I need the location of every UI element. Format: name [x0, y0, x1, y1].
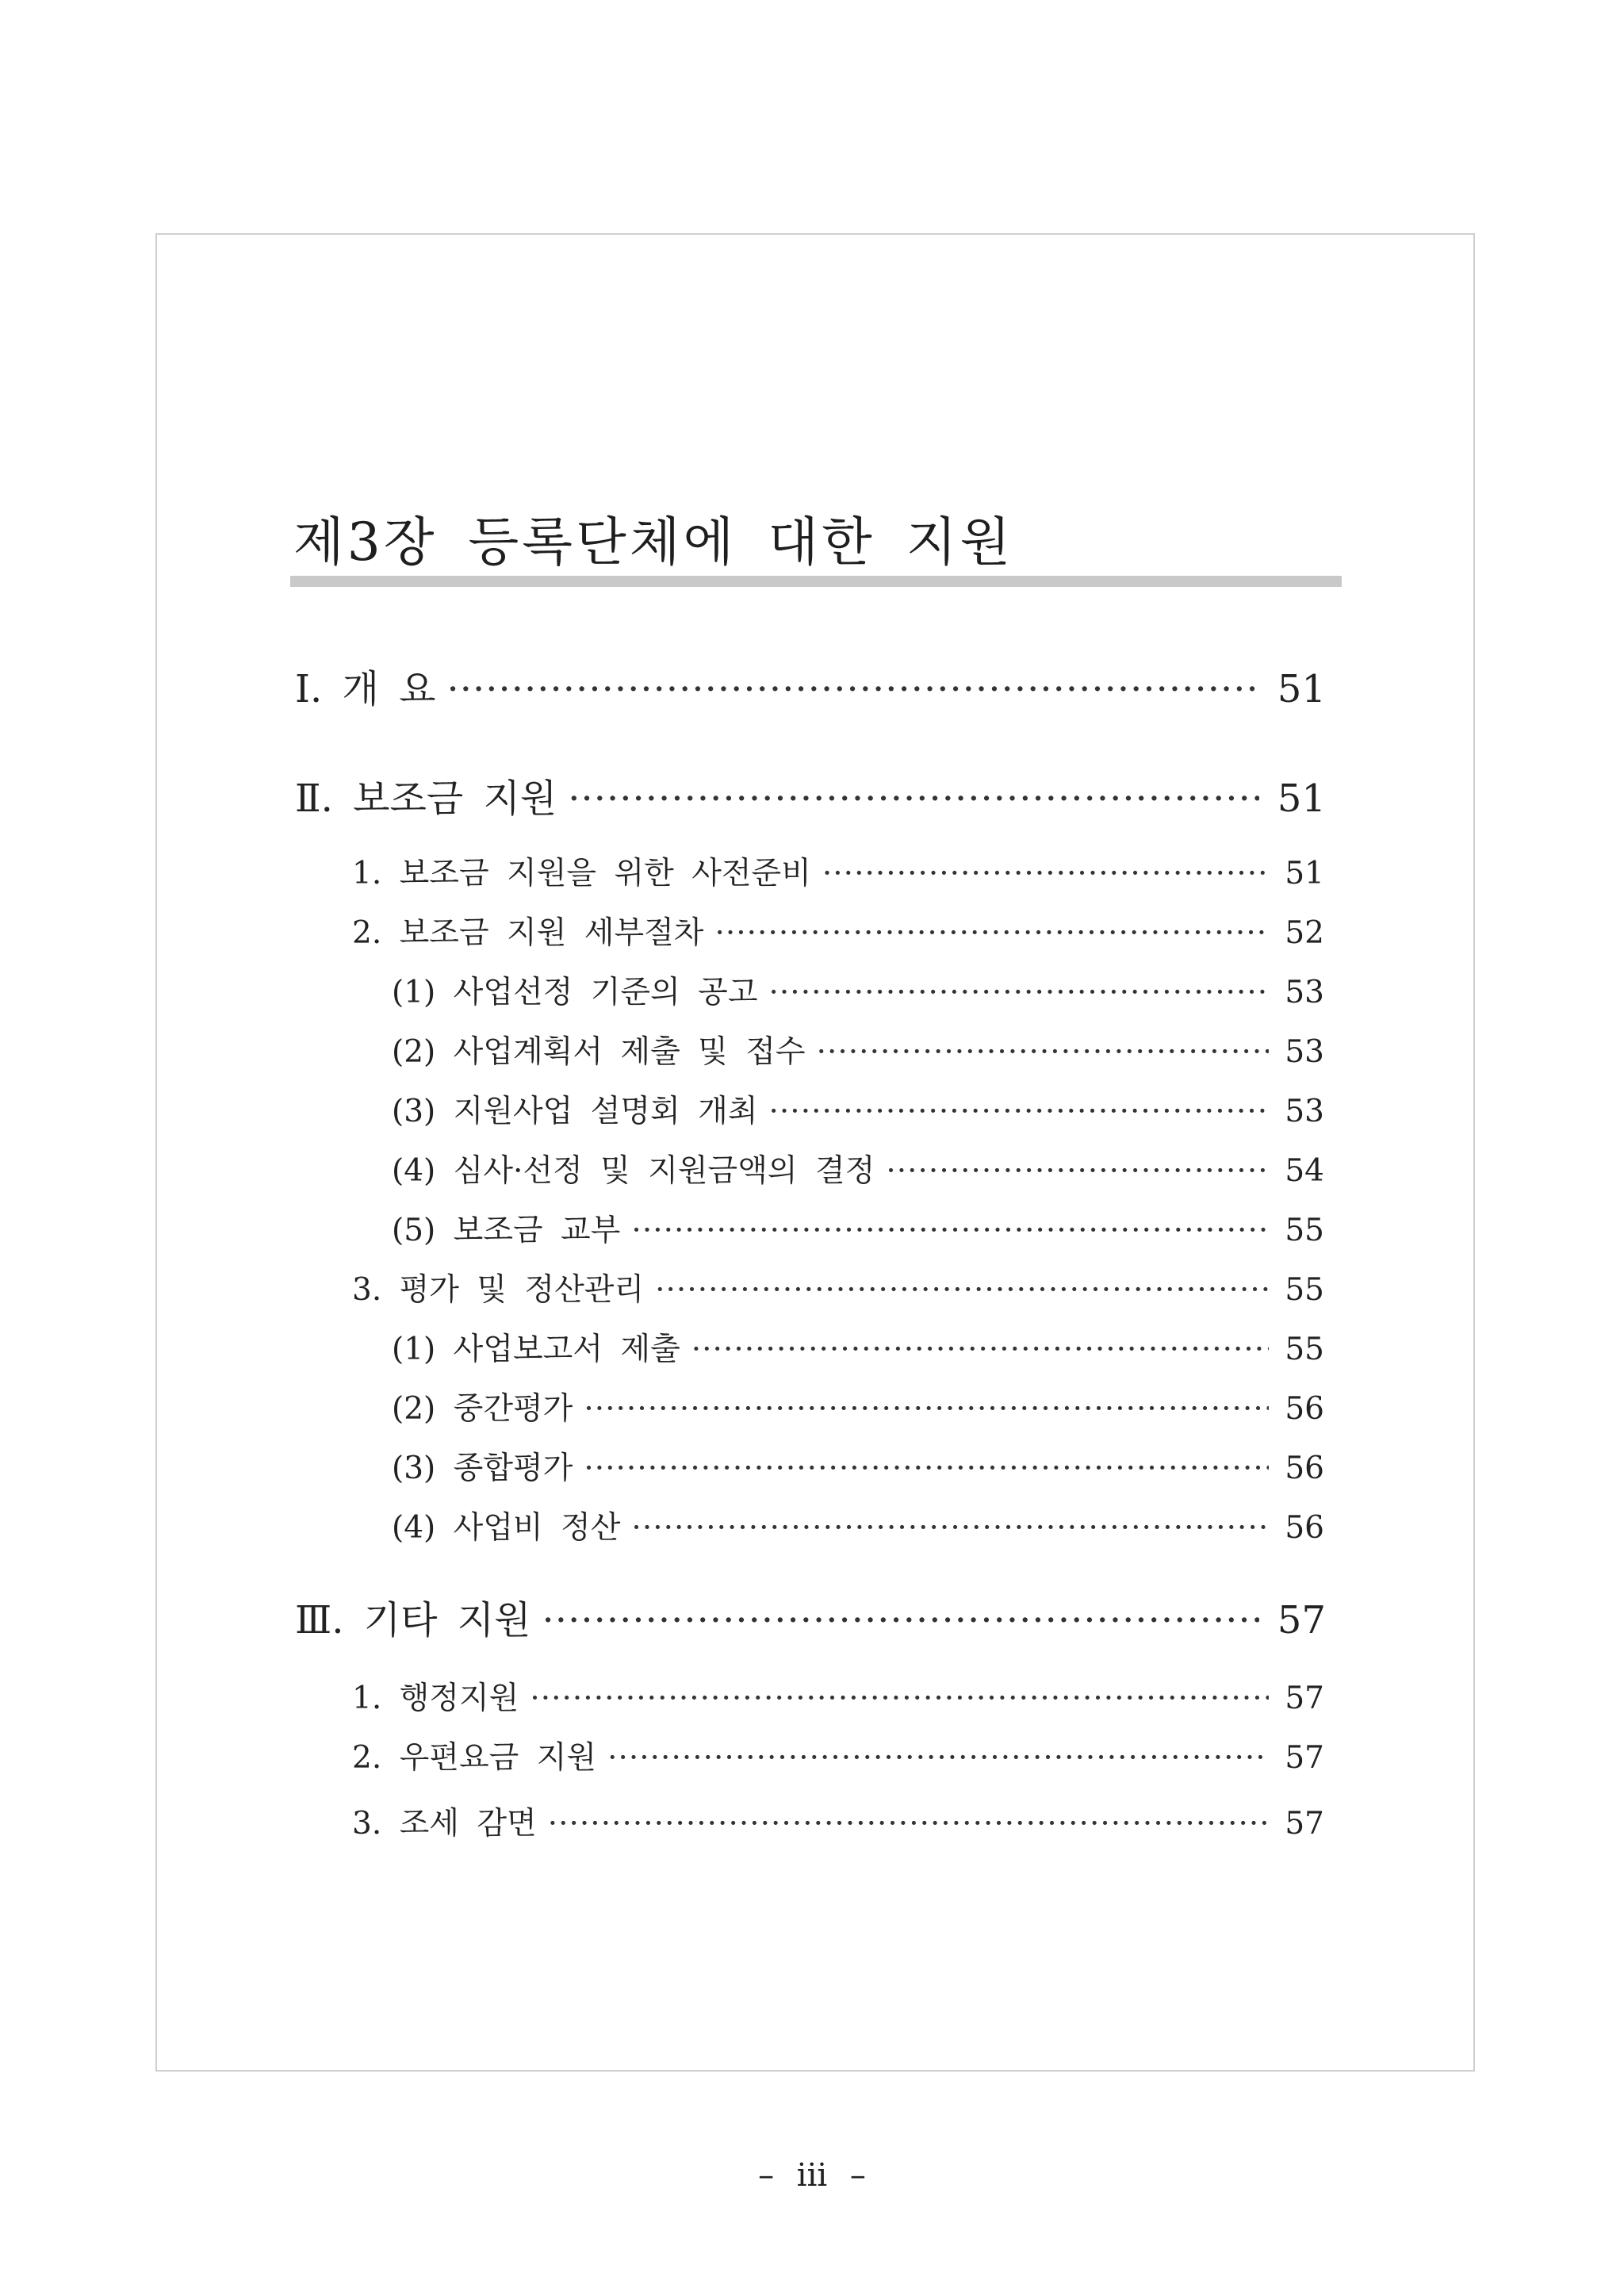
- toc-leader-dots: [530, 1681, 1269, 1716]
- toc-leader-dots: [607, 1740, 1269, 1776]
- toc-entry-page: 51: [1277, 667, 1326, 711]
- toc-entry-page: 53: [1285, 1094, 1324, 1129]
- toc-entry-label: Ⅲ. 기타 지원: [295, 1598, 531, 1642]
- title-underline: [290, 576, 1342, 587]
- toc-leader-dots: [886, 1153, 1269, 1189]
- toc-entry-page: 53: [1285, 1034, 1324, 1070]
- toc-entry-2-2-1[interactable]: [392, 968, 1324, 1012]
- toc-leader-dots: [691, 1332, 1269, 1367]
- toc-entry-section-1[interactable]: [295, 658, 1326, 713]
- toc-leader-dots: [655, 1272, 1269, 1308]
- toc-entry-page: 55: [1285, 1332, 1324, 1367]
- toc-entry-label: 1. 행정지원: [352, 1681, 519, 1716]
- toc-entry-label: (4) 사업비 정산: [392, 1510, 621, 1546]
- toc-leader-dots: [584, 1391, 1269, 1427]
- toc-entry-page: 57: [1285, 1806, 1324, 1842]
- toc-entry-page: 56: [1285, 1391, 1324, 1427]
- toc-entry-2-2-3[interactable]: [392, 1087, 1324, 1131]
- toc-entry-page: 56: [1285, 1451, 1324, 1486]
- toc-leader-dots: [631, 1213, 1269, 1248]
- toc-entry-label: (4) 심사·선정 및 지원금액의 결정: [392, 1153, 875, 1189]
- toc-entry-2-3[interactable]: [352, 1265, 1324, 1309]
- toc-entry-2-1[interactable]: [352, 849, 1324, 893]
- toc-leader-dots: [714, 915, 1269, 951]
- toc-entry-page: 55: [1285, 1213, 1324, 1248]
- toc-entry-label: 3. 평가 및 정산관리: [352, 1272, 645, 1308]
- toc-entry-label: (3) 지원사업 설명회 개최: [392, 1094, 758, 1129]
- toc-entry-2-2-4[interactable]: [392, 1146, 1324, 1190]
- toc-entry-page: 51: [1285, 856, 1324, 891]
- toc-entry-label: Ⅰ. 개 요: [295, 667, 436, 711]
- toc-entry-2-3-1[interactable]: [392, 1324, 1324, 1369]
- toc-entry-label: (5) 보조금 교부: [392, 1213, 621, 1248]
- page-number: – iii –: [758, 2157, 866, 2194]
- toc-leader-dots: [631, 1510, 1269, 1546]
- toc-leader-dots: [769, 975, 1269, 1010]
- toc-entry-page: 57: [1285, 1681, 1324, 1716]
- toc-entry-section-3[interactable]: [295, 1589, 1326, 1644]
- toc-entry-label: 2. 우편요금 지원: [352, 1740, 597, 1776]
- toc-entry-label: (1) 사업선정 기준의 공고: [392, 975, 758, 1010]
- toc-leader-dots: [817, 1034, 1269, 1070]
- toc-entry-label: 3. 조세 감면: [352, 1806, 537, 1842]
- toc-leader-dots: [584, 1451, 1269, 1486]
- toc-entry-2-2-5[interactable]: [392, 1205, 1324, 1250]
- toc-entry-label: 2. 보조금 지원 세부절차: [352, 915, 704, 951]
- toc-entry-2-3-3[interactable]: [392, 1443, 1324, 1488]
- chapter-title: 제3장 등록단체에 대한 지원: [293, 512, 1014, 573]
- toc-entry-section-2[interactable]: [295, 768, 1326, 822]
- toc-entry-page: 54: [1285, 1153, 1324, 1189]
- toc-entry-3-3[interactable]: [352, 1799, 1324, 1843]
- toc-leader-dots: [568, 776, 1259, 821]
- toc-entry-label: (2) 사업계획서 제출 및 접수: [392, 1034, 806, 1070]
- toc-leader-dots: [822, 856, 1269, 891]
- toc-entry-2-2-2[interactable]: [392, 1027, 1324, 1071]
- toc-entry-page: 51: [1277, 776, 1326, 821]
- toc-leader-dots: [542, 1598, 1259, 1642]
- toc-entry-page: 53: [1285, 975, 1324, 1010]
- toc-entry-3-2[interactable]: [352, 1733, 1324, 1777]
- toc-entry-page: 56: [1285, 1510, 1324, 1546]
- toc-leader-dots: [769, 1094, 1269, 1129]
- toc-entry-label: (1) 사업보고서 제출: [392, 1332, 680, 1367]
- toc-entry-2-3-2[interactable]: [392, 1384, 1324, 1428]
- toc-entry-label: 1. 보조금 지원을 위한 사전준비: [352, 856, 811, 891]
- toc-entry-page: 57: [1277, 1598, 1326, 1642]
- toc-entry-2-3-4[interactable]: [392, 1503, 1324, 1547]
- toc-entry-label: (3) 종합평가: [392, 1451, 573, 1486]
- toc-entry-page: 55: [1285, 1272, 1324, 1308]
- toc-entry-label: (2) 중간평가: [392, 1391, 573, 1427]
- toc-entry-label: Ⅱ. 보조금 지원: [295, 776, 557, 821]
- toc-entry-2-2[interactable]: [352, 908, 1324, 953]
- toc-entry-page: 57: [1285, 1740, 1324, 1776]
- toc-entry-3-1[interactable]: [352, 1673, 1324, 1718]
- toc-entry-page: 52: [1285, 915, 1324, 951]
- toc-leader-dots: [548, 1806, 1269, 1842]
- toc-leader-dots: [446, 667, 1259, 711]
